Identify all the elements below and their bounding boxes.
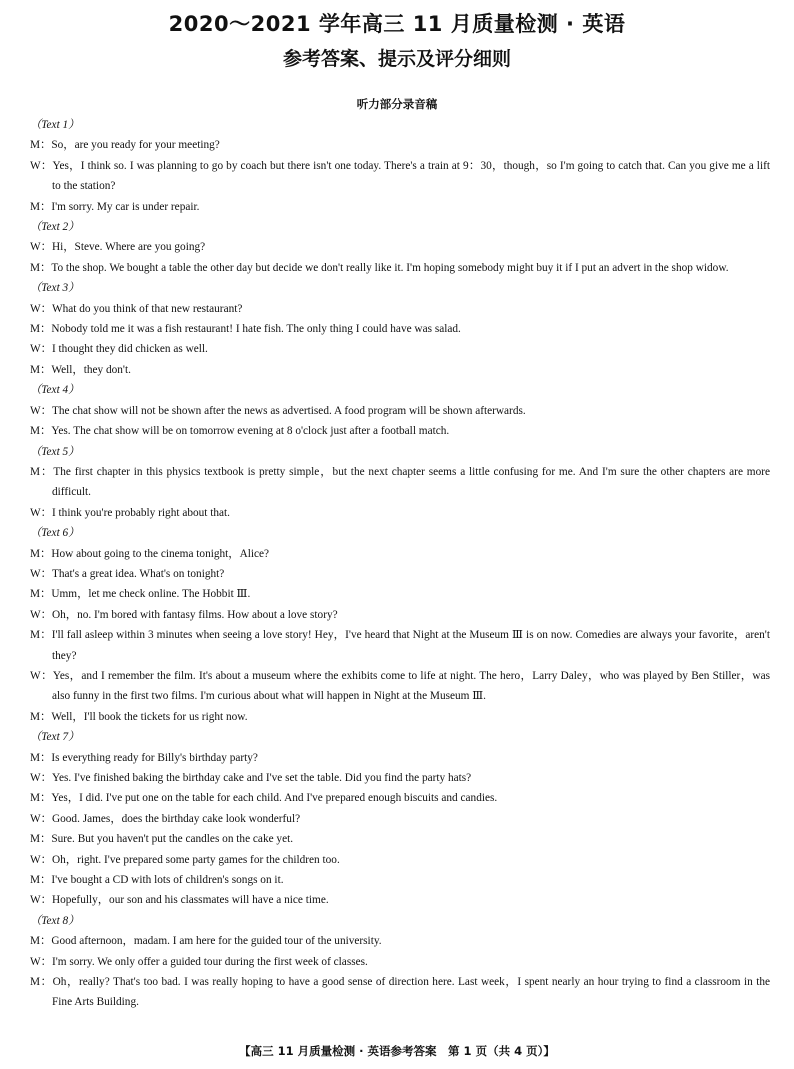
dialogue-line: M：Sure. But you haven't put the candles on the cake yet. bbox=[30, 833, 294, 846]
dialogue-line: W：Yes. I've finished baking the birthday cake and I've set the table. Did you find the party hats? bbox=[30, 772, 472, 784]
text-label: （Text 4） bbox=[30, 384, 80, 397]
dialogue-line: M：Yes，I did. I've put one on the table for each child. And I've prepared enough biscuits and candies. bbox=[30, 792, 498, 805]
text-label: （Text 1） bbox=[30, 119, 80, 131]
text-label: （Text 3） bbox=[30, 282, 80, 295]
dialogue-line: M：To the shop. We bought a table the other day but decide we don't really like it. I'm hoping somebody might buy it if I put an advert in the shop widow. bbox=[30, 261, 729, 274]
dialogue-line: W：Oh，right. I've prepared some party games for the children too. bbox=[30, 853, 340, 866]
text-label: （Text 7） bbox=[30, 731, 80, 744]
dialogue-line: W：Yes，I think so. I was planning to go by coach but there isn't one today. There's a train at 9：30，though，so I'm going to catch that. Can you give me a lift to the station? bbox=[30, 159, 770, 193]
dialogue-line: W：That's a great idea. What's on tonight? bbox=[30, 567, 225, 580]
section-title: 听力部分录音稿 bbox=[356, 97, 438, 111]
page-title: 2020～2021 学年高三 11 月质量检测 · 英语 bbox=[168, 12, 626, 36]
dialogue-line: M：Is everything ready for Billy's birthday party? bbox=[30, 751, 258, 764]
dialogue-line: M：I've bought a CD with lots of children's songs on it. bbox=[30, 874, 284, 887]
dialogue-line: M：I'll fall asleep within 3 minutes when seeing a love story! Hey，I've heard that Night at the Museum Ⅲ is on now. Comedies are always your favorite，aren't they? bbox=[30, 629, 770, 662]
dialogue-line: W：Hopefully，our son and his classmates will have a nice time. bbox=[30, 894, 329, 907]
dialogue-line: W：What do you think of that new restaurant? bbox=[30, 302, 243, 315]
dialogue-line: M：So，are you ready for your meeting? bbox=[30, 139, 220, 152]
dialogue-line: W：Hi，Steve. Where are you going? bbox=[30, 241, 206, 254]
text-label: （Text 8） bbox=[30, 914, 80, 927]
dialogue-line: W：I think you're probably right about that. bbox=[30, 506, 231, 519]
dialogue-line: M：Good afternoon，madam. I am here for the guided tour of the university. bbox=[30, 935, 382, 948]
page-subtitle: 参考答案、提示及评分细则 bbox=[282, 48, 511, 70]
dialogue-line: M：Yes. The chat show will be on tomorrow evening at 8 o'clock just after a football match. bbox=[30, 425, 450, 438]
dialogue-line: W：I'm sorry. We only offer a guided tour during the first week of classes. bbox=[30, 955, 368, 968]
page-footer: 【高三 11 月质量检测 · 英语参考答案 第 1 页（共 4 页）】 bbox=[239, 1044, 555, 1058]
dialogue-line: M：Umm，let me check online. The Hobbit Ⅲ. bbox=[30, 588, 251, 601]
dialogue-line: M：Oh，really? That's too bad. I was really hoping to have a good sense of direction here. Last week，I spent nearly an hour trying to find a classroom in the Fine Arts Building. bbox=[30, 976, 770, 1009]
dialogue-line: M：Well，they don't. bbox=[30, 363, 131, 376]
transcript bbox=[30, 115, 770, 1013]
dialogue-line: W：Yes，and I remember the film. It's about a museum where the exhibits come to life at night. The hero，Larry Daley，who was played by Ben Stiller，was also funny in the first two films. I'm curious about what will happen in Night at the Museum Ⅲ. bbox=[30, 669, 770, 703]
dialogue-line: M：Nobody told me it was a fish restaurant! I hate fish. The only thing I could have was salad. bbox=[30, 323, 461, 336]
dialogue-line: M：The first chapter in this physics textbook is pretty simple，but the next chapter seems a little confusing for me. And I'm sure the other chapters are more difficult. bbox=[30, 465, 770, 499]
dialogue-line: W：Good. James，does the birthday cake look wonderful? bbox=[30, 812, 301, 825]
dialogue-line: W：I thought they did chicken as well. bbox=[30, 343, 208, 356]
text-label: （Text 5） bbox=[30, 445, 80, 458]
dialogue-line: M：I'm sorry. My car is under repair. bbox=[30, 200, 200, 213]
text-label: （Text 6） bbox=[30, 527, 80, 540]
dialogue-line: M：Well，I'll book the tickets for us right now. bbox=[30, 710, 248, 723]
dialogue-line: W：Oh，no. I'm bored with fantasy films. How about a love story? bbox=[30, 608, 338, 621]
dialogue-line: W：The chat show will not be shown after the news as advertised. A food program will be shown afterwards. bbox=[30, 404, 526, 417]
dialogue-line: M：How about going to the cinema tonight，Alice? bbox=[30, 547, 270, 560]
text-label: （Text 2） bbox=[30, 221, 80, 234]
